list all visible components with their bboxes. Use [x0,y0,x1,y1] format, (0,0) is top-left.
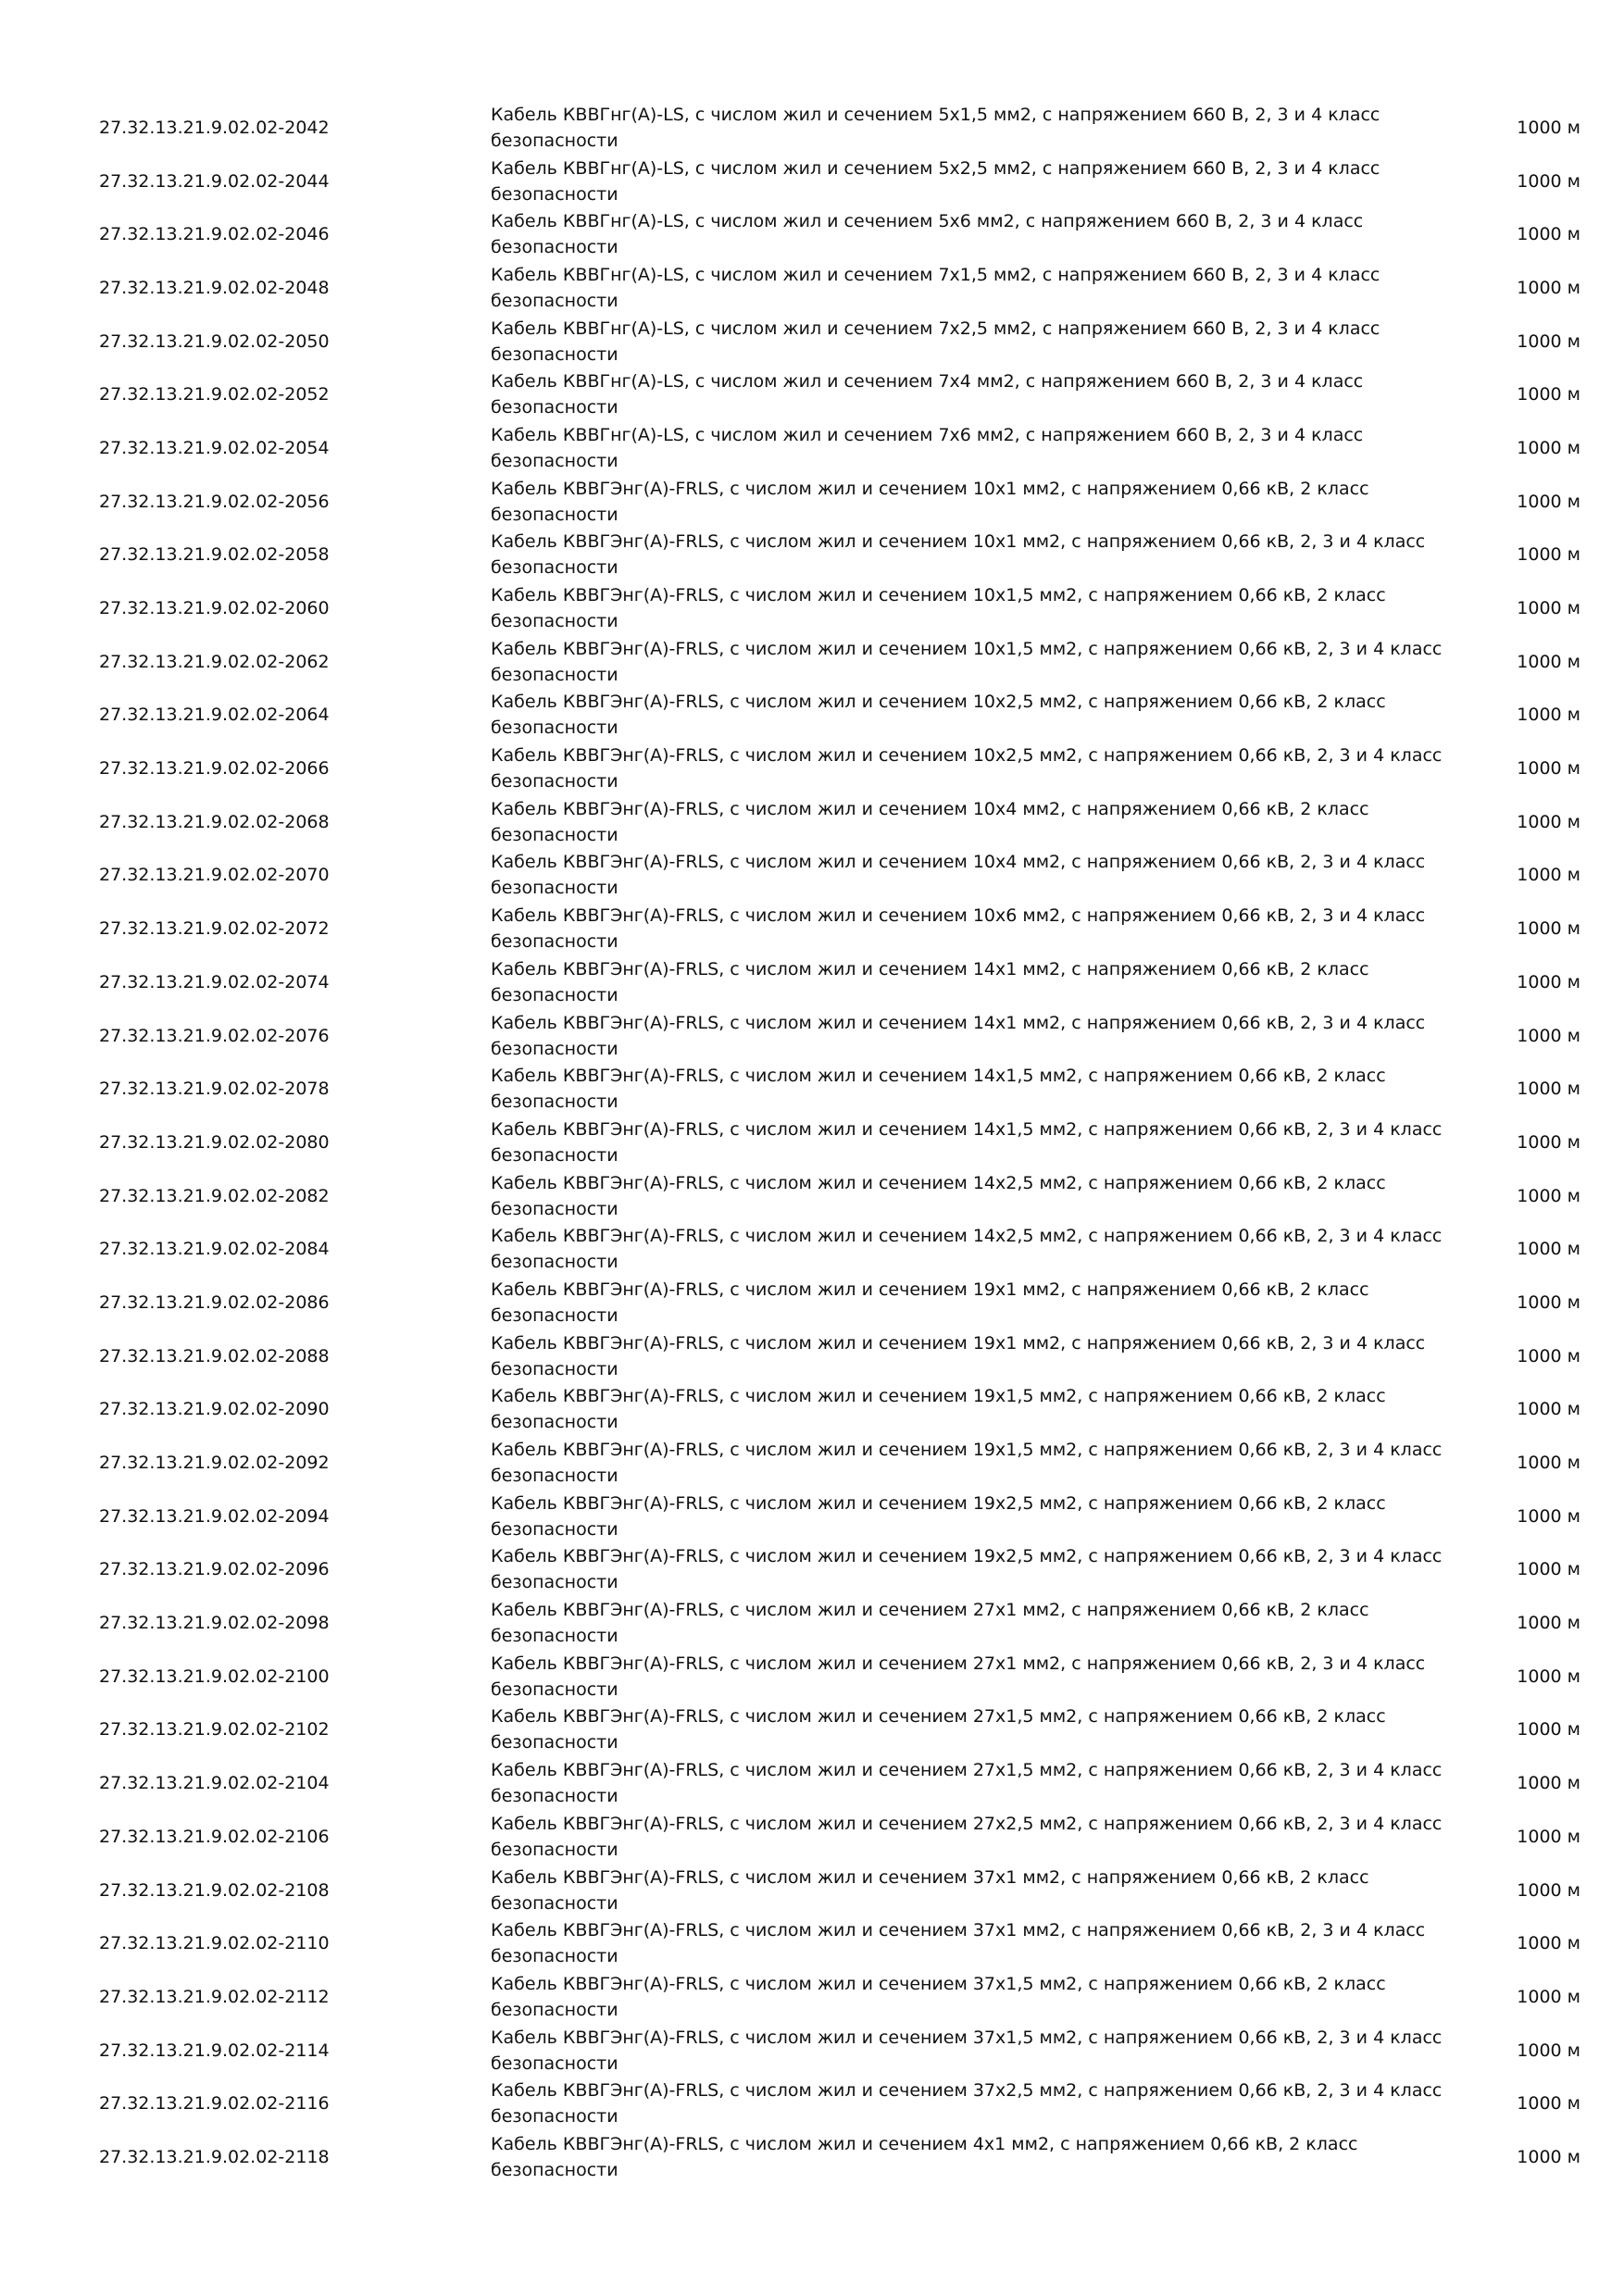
description-line-2: безопасности [491,1198,618,1219]
unit-of-measure: 1000 м [1517,1986,1580,2007]
description-line-2: безопасности [491,290,618,311]
resource-code: 27.32.13.21.9.02.02-2096 [99,1559,330,1580]
description-line-2: безопасности [491,718,618,739]
description-line-1: Кабель КВВГЭнг(А)-FRLS, с числом жил и сечением 14х1 мм2, с напряжением 0,66 кВ, 2 класс [491,958,1369,980]
table-row [99,1116,1580,1169]
resource-code: 27.32.13.21.9.02.02-2102 [99,1719,330,1741]
table-row [99,1436,1580,1490]
description-line-2: безопасности [491,2106,618,2128]
resource-code: 27.32.13.21.9.02.02-2100 [99,1666,330,1687]
table-row [99,1490,1580,1543]
resource-description [491,689,1491,742]
resource-description [491,1222,1491,1276]
resource-code: 27.32.13.21.9.02.02-2072 [99,918,330,940]
table-row [99,2024,1580,2078]
unit-of-measure: 1000 м [1517,1879,1580,1901]
table-row [99,1276,1580,1329]
description-line-1: Кабель КВВГЭнг(А)-FRLS, с числом жил и сечением 37х2,5 мм2, с напряжением 0,66 кВ, 2, 3 и 4 класс [491,2080,1443,2102]
description-line-1: Кабель КВВГЭнг(А)-FRLS, с числом жил и сечением 37х1 мм2, с напряжением 0,66 кВ, 2 класс [491,1866,1369,1888]
resource-description [491,902,1491,955]
description-line-2: безопасности [491,664,618,685]
unit-of-measure: 1000 м [1517,1239,1580,1260]
table-row [99,368,1580,421]
resource-code: 27.32.13.21.9.02.02-2090 [99,1399,330,1420]
description-line-2: безопасности [491,1839,618,1860]
table-row [99,795,1580,849]
resource-code: 27.32.13.21.9.02.02-2068 [99,811,330,832]
unit-of-measure: 1000 м [1517,277,1580,298]
resource-description [491,2130,1491,2184]
unit-of-measure: 1000 м [1517,758,1580,780]
unit-of-measure: 1000 м [1517,1559,1580,1580]
resource-description [491,1009,1491,1063]
unit-of-measure: 1000 м [1517,491,1580,512]
unit-of-measure: 1000 м [1517,971,1580,992]
resource-code: 27.32.13.21.9.02.02-2070 [99,865,330,886]
description-line-2: безопасности [491,1626,618,1647]
table-row [99,1970,1580,2024]
resource-description [491,2077,1491,2130]
description-line-2: безопасности [491,1999,618,2020]
description-line-2: безопасности [491,1732,618,1753]
unit-of-measure: 1000 м [1517,651,1580,672]
resource-code: 27.32.13.21.9.02.02-2062 [99,651,330,672]
resource-description [491,1329,1491,1383]
resource-code: 27.32.13.21.9.02.02-2086 [99,1292,330,1313]
description-line-1: Кабель КВВГЭнг(А)-FRLS, с числом жил и сечением 10х4 мм2, с напряжением 0,66 кВ, 2, 3 и 4 класс [491,852,1426,873]
description-line-1: Кабель КВВГЭнг(А)-FRLS, с числом жил и сечением 37х1,5 мм2, с напряжением 0,66 кВ, 2, 3 и 4 класс [491,2027,1443,2048]
description-line-1: Кабель КВВГЭнг(А)-FRLS, с числом жил и сечением 19х1 мм2, с напряжением 0,66 кВ, 2, 3 и 4 класс [491,1332,1426,1354]
description-line-1: Кабель КВВГЭнг(А)-FRLS, с числом жил и сечением 10х1 мм2, с напряжением 0,66 кВ, 2 класс [491,478,1369,499]
resource-code: 27.32.13.21.9.02.02-2060 [99,598,330,619]
description-line-2: безопасности [491,1786,618,1807]
description-line-1: Кабель КВВГЭнг(А)-FRLS, с числом жил и сечением 14х1 мм2, с напряжением 0,66 кВ, 2, 3 и 4 класс [491,1012,1426,1033]
description-line-2: безопасности [491,1252,618,1273]
description-line-1: Кабель КВВГЭнг(А)-FRLS, с числом жил и сечением 37х1,5 мм2, с напряжением 0,66 кВ, 2 класс [491,1973,1386,1994]
unit-of-measure: 1000 м [1517,1666,1580,1687]
unit-of-measure: 1000 м [1517,1025,1580,1046]
resource-code: 27.32.13.21.9.02.02-2112 [99,1986,330,2007]
table-row [99,2077,1580,2130]
unit-of-measure: 1000 м [1517,544,1580,566]
resource-code: 27.32.13.21.9.02.02-2084 [99,1239,330,1260]
table-row [99,1543,1580,1597]
description-line-1: Кабель КВВГЭнг(А)-FRLS, с числом жил и сечением 27х1,5 мм2, с напряжением 0,66 кВ, 2, 3 и 4 класс [491,1760,1443,1781]
unit-of-measure: 1000 м [1517,1345,1580,1366]
description-line-1: Кабель КВВГЭнг(А)-FRLS, с числом жил и сечением 19х1,5 мм2, с напряжением 0,66 кВ, 2 класс [491,1386,1386,1407]
resource-code: 27.32.13.21.9.02.02-2054 [99,437,330,458]
resource-code: 27.32.13.21.9.02.02-2108 [99,1879,330,1901]
table-row [99,1383,1580,1437]
description-line-2: безопасности [491,2159,618,2180]
table-row [99,155,1580,208]
table-row [99,207,1580,261]
description-line-1: Кабель КВВГЭнг(А)-FRLS, с числом жил и сечением 19х1 мм2, с напряжением 0,66 кВ, 2 класс [491,1279,1369,1300]
description-line-2: безопасности [491,1038,618,1059]
description-line-2: безопасности [491,611,618,632]
description-line-1: Кабель КВВГЭнг(А)-FRLS, с числом жил и сечением 19х1,5 мм2, с напряжением 0,66 кВ, 2, 3 и 4 класс [491,1440,1443,1461]
description-line-1: Кабель КВВГЭнг(А)-FRLS, с числом жил и сечением 14х1,5 мм2, с напряжением 0,66 кВ, 2, 3 и 4 класс [491,1118,1443,1140]
unit-of-measure: 1000 м [1517,918,1580,940]
resource-description [491,1810,1491,1864]
description-line-1: Кабель КВВГЭнг(А)-FRLS, с числом жил и сечением 10х6 мм2, с напряжением 0,66 кВ, 2, 3 и 4 класс [491,905,1426,927]
resource-description [491,421,1491,475]
description-line-1: Кабель КВВГЭнг(А)-FRLS, с числом жил и сечением 19х2,5 мм2, с напряжением 0,66 кВ, 2 класс [491,1492,1386,1514]
description-line-2: безопасности [491,557,618,579]
description-line-2: безопасности [491,1572,618,1593]
table-row [99,315,1580,368]
resource-code: 27.32.13.21.9.02.02-2094 [99,1505,330,1527]
resource-description [491,315,1491,368]
description-line-1: Кабель КВВГЭнг(А)-FRLS, с числом жил и сечением 27х2,5 мм2, с напряжением 0,66 кВ, 2, 3 и 4 класс [491,1813,1443,1834]
resource-description [491,849,1491,903]
table-row [99,421,1580,475]
description-line-2: безопасности [491,1304,618,1326]
unit-of-measure: 1000 м [1517,1131,1580,1153]
unit-of-measure: 1000 м [1517,1613,1580,1634]
resource-description [491,475,1491,529]
resource-code: 27.32.13.21.9.02.02-2110 [99,1933,330,1954]
unit-of-measure: 1000 м [1517,705,1580,726]
resource-code: 27.32.13.21.9.02.02-2118 [99,2146,330,2167]
resource-code: 27.32.13.21.9.02.02-2104 [99,1773,330,1794]
table-row [99,1703,1580,1757]
unit-of-measure: 1000 м [1517,598,1580,619]
resource-description [491,955,1491,1009]
table-row [99,635,1580,689]
resource-code: 27.32.13.21.9.02.02-2052 [99,384,330,406]
unit-of-measure: 1000 м [1517,1933,1580,1954]
description-line-1: Кабель КВВГЭнг(А)-FRLS, с числом жил и сечением 10х1,5 мм2, с напряжением 0,66 кВ, 2, 3 и 4 класс [491,638,1443,659]
description-line-2: безопасности [491,1358,618,1379]
resource-code: 27.32.13.21.9.02.02-2066 [99,758,330,780]
description-line-1: Кабель КВВГнг(А)-LS, с числом жил и сечением 5х2,5 мм2, с напряжением 660 В, 2, 3 и 4 класс [491,157,1380,179]
table-row [99,1062,1580,1116]
description-line-2: безопасности [491,450,618,471]
resource-code: 27.32.13.21.9.02.02-2044 [99,170,330,192]
unit-of-measure: 1000 м [1517,1505,1580,1527]
resource-description [491,101,1491,155]
description-line-2: безопасности [491,1946,618,1967]
description-line-2: безопасности [491,130,618,151]
description-line-1: Кабель КВВГЭнг(А)-FRLS, с числом жил и сечением 14х2,5 мм2, с напряжением 0,66 кВ, 2 класс [491,1172,1386,1193]
table-row [99,1756,1580,1810]
resource-description [491,795,1491,849]
description-line-1: Кабель КВВГЭнг(А)-FRLS, с числом жил и сечением 19х2,5 мм2, с напряжением 0,66 кВ, 2, 3 и 4 класс [491,1546,1443,1567]
description-line-1: Кабель КВВГЭнг(А)-FRLS, с числом жил и сечением 27х1 мм2, с напряжением 0,66 кВ, 2 класс [491,1600,1369,1621]
description-line-2: безопасности [491,1144,618,1166]
unit-of-measure: 1000 м [1517,437,1580,458]
description-line-1: Кабель КВВГЭнг(А)-FRLS, с числом жил и сечением 10х2,5 мм2, с напряжением 0,66 кВ, 2, 3 и 4 класс [491,745,1443,767]
description-line-2: безопасности [491,1892,618,1914]
resource-description [491,1490,1491,1543]
resource-code: 27.32.13.21.9.02.02-2064 [99,705,330,726]
resource-code: 27.32.13.21.9.02.02-2116 [99,2093,330,2115]
description-line-1: Кабель КВВГнг(А)-LS, с числом жил и сечением 5х6 мм2, с напряжением 660 В, 2, 3 и 4 класс [491,211,1364,232]
resource-description [491,1276,1491,1329]
resource-description [491,1169,1491,1223]
resource-description [491,1062,1491,1116]
description-line-1: Кабель КВВГЭнг(А)-FRLS, с числом жил и сечением 14х1,5 мм2, с напряжением 0,66 кВ, 2 класс [491,1066,1386,1087]
unit-of-measure: 1000 м [1517,1399,1580,1420]
table-row [99,1329,1580,1383]
resource-description [491,1970,1491,2024]
resource-description [491,1383,1491,1437]
description-line-2: безопасности [491,1518,618,1540]
description-line-2: безопасности [491,183,618,205]
table-row [99,1596,1580,1650]
unit-of-measure: 1000 м [1517,384,1580,406]
description-line-2: безопасности [491,1678,618,1700]
description-line-2: безопасности [491,771,618,792]
resource-code: 27.32.13.21.9.02.02-2058 [99,544,330,566]
resource-description [491,1436,1491,1490]
description-line-2: безопасности [491,237,618,258]
resource-code: 27.32.13.21.9.02.02-2056 [99,491,330,512]
unit-of-measure: 1000 м [1517,1292,1580,1313]
resource-description [491,2024,1491,2078]
resource-code: 27.32.13.21.9.02.02-2042 [99,117,330,138]
unit-of-measure: 1000 м [1517,1826,1580,1847]
resource-code: 27.32.13.21.9.02.02-2048 [99,277,330,298]
table-row [99,955,1580,1009]
resource-description [491,1650,1491,1703]
description-line-2: безопасности [491,824,618,845]
table-row [99,1650,1580,1703]
price-list-table [99,101,1580,2184]
resource-code: 27.32.13.21.9.02.02-2088 [99,1345,330,1366]
description-line-1: Кабель КВВГЭнг(А)-FRLS, с числом жил и сечением 4х1 мм2, с напряжением 0,66 кВ, 2 класс [491,2133,1358,2154]
resource-description [491,1864,1491,1917]
resource-code: 27.32.13.21.9.02.02-2082 [99,1185,330,1206]
resource-description [491,207,1491,261]
resource-description [491,581,1491,635]
table-row [99,529,1580,582]
unit-of-measure: 1000 м [1517,224,1580,245]
table-row [99,475,1580,529]
table-row [99,1916,1580,1970]
description-line-2: безопасности [491,878,618,899]
description-line-2: безопасности [491,343,618,365]
resource-code: 27.32.13.21.9.02.02-2092 [99,1453,330,1474]
unit-of-measure: 1000 м [1517,865,1580,886]
unit-of-measure: 1000 м [1517,2146,1580,2167]
resource-description [491,529,1491,582]
description-line-1: Кабель КВВГнг(А)-LS, с числом жил и сечением 7х6 мм2, с напряжением 660 В, 2, 3 и 4 класс [491,424,1364,445]
table-row [99,902,1580,955]
unit-of-measure: 1000 м [1517,1079,1580,1100]
resource-description [491,742,1491,795]
resource-description [491,368,1491,421]
table-row [99,261,1580,315]
resource-description [491,1596,1491,1650]
resource-code: 27.32.13.21.9.02.02-2114 [99,2040,330,2061]
table-row [99,581,1580,635]
description-line-2: безопасности [491,1092,618,1113]
description-line-2: безопасности [491,1466,618,1487]
description-line-1: Кабель КВВГЭнг(А)-FRLS, с числом жил и сечением 10х4 мм2, с напряжением 0,66 кВ, 2 класс [491,798,1369,819]
unit-of-measure: 1000 м [1517,1719,1580,1741]
table-row [99,1009,1580,1063]
description-line-1: Кабель КВВГЭнг(А)-FRLS, с числом жил и сечением 10х2,5 мм2, с напряжением 0,66 кВ, 2 класс [491,692,1386,713]
unit-of-measure: 1000 м [1517,331,1580,352]
resource-description [491,1756,1491,1810]
resource-description [491,1116,1491,1169]
description-line-1: Кабель КВВГнг(А)-LS, с числом жил и сечением 7х4 мм2, с напряжением 660 В, 2, 3 и 4 класс [491,371,1364,393]
table-row [99,1864,1580,1917]
table-body [99,101,1580,2184]
resource-code: 27.32.13.21.9.02.02-2050 [99,331,330,352]
resource-code: 27.32.13.21.9.02.02-2080 [99,1131,330,1153]
description-line-1: Кабель КВВГнг(А)-LS, с числом жил и сечением 7х2,5 мм2, с напряжением 660 В, 2, 3 и 4 класс [491,318,1380,339]
description-line-2: безопасности [491,504,618,525]
description-line-1: Кабель КВВГЭнг(А)-FRLS, с числом жил и сечением 10х1 мм2, с напряжением 0,66 кВ, 2, 3 и 4 класс [491,531,1426,553]
description-line-2: безопасности [491,397,618,418]
table-row [99,742,1580,795]
table-row [99,1810,1580,1864]
resource-description [491,1916,1491,1970]
unit-of-measure: 1000 м [1517,2040,1580,2061]
unit-of-measure: 1000 м [1517,170,1580,192]
description-line-2: безопасности [491,984,618,1005]
description-line-1: Кабель КВВГЭнг(А)-FRLS, с числом жил и сечением 27х1 мм2, с напряжением 0,66 кВ, 2, 3 и 4 класс [491,1653,1426,1674]
table-row [99,2130,1580,2184]
description-line-1: Кабель КВВГЭнг(А)-FRLS, с числом жил и сечением 37х1 мм2, с напряжением 0,66 кВ, 2, 3 и 4 класс [491,1920,1426,1941]
resource-code: 27.32.13.21.9.02.02-2098 [99,1613,330,1634]
resource-code: 27.32.13.21.9.02.02-2078 [99,1079,330,1100]
description-line-2: безопасности [491,1412,618,1433]
description-line-2: безопасности [491,931,618,953]
unit-of-measure: 1000 м [1517,117,1580,138]
unit-of-measure: 1000 м [1517,811,1580,832]
description-line-1: Кабель КВВГЭнг(А)-FRLS, с числом жил и сечением 27х1,5 мм2, с напряжением 0,66 кВ, 2 класс [491,1706,1386,1728]
resource-code: 27.32.13.21.9.02.02-2074 [99,971,330,992]
resource-description [491,155,1491,208]
resource-description [491,635,1491,689]
resource-description [491,261,1491,315]
table-row [99,1222,1580,1276]
table-row [99,849,1580,903]
description-line-1: Кабель КВВГнг(А)-LS, с числом жил и сечением 5х1,5 мм2, с напряжением 660 В, 2, 3 и 4 класс [491,104,1380,125]
description-line-2: безопасности [491,2053,618,2074]
resource-code: 27.32.13.21.9.02.02-2106 [99,1826,330,1847]
resource-description [491,1543,1491,1597]
table-row [99,1169,1580,1223]
unit-of-measure: 1000 м [1517,1185,1580,1206]
resource-code: 27.32.13.21.9.02.02-2046 [99,224,330,245]
resource-description [491,1703,1491,1757]
resource-code: 27.32.13.21.9.02.02-2076 [99,1025,330,1046]
unit-of-measure: 1000 м [1517,2093,1580,2115]
table-row [99,689,1580,742]
unit-of-measure: 1000 м [1517,1453,1580,1474]
description-line-1: Кабель КВВГЭнг(А)-FRLS, с числом жил и сечением 10х1,5 мм2, с напряжением 0,66 кВ, 2 класс [491,585,1386,606]
description-line-1: Кабель КВВГЭнг(А)-FRLS, с числом жил и сечением 14х2,5 мм2, с напряжением 0,66 кВ, 2, 3 и 4 класс [491,1226,1443,1247]
unit-of-measure: 1000 м [1517,1773,1580,1794]
description-line-1: Кабель КВВГнг(А)-LS, с числом жил и сечением 7х1,5 мм2, с напряжением 660 В, 2, 3 и 4 класс [491,264,1380,285]
table-row [99,101,1580,155]
